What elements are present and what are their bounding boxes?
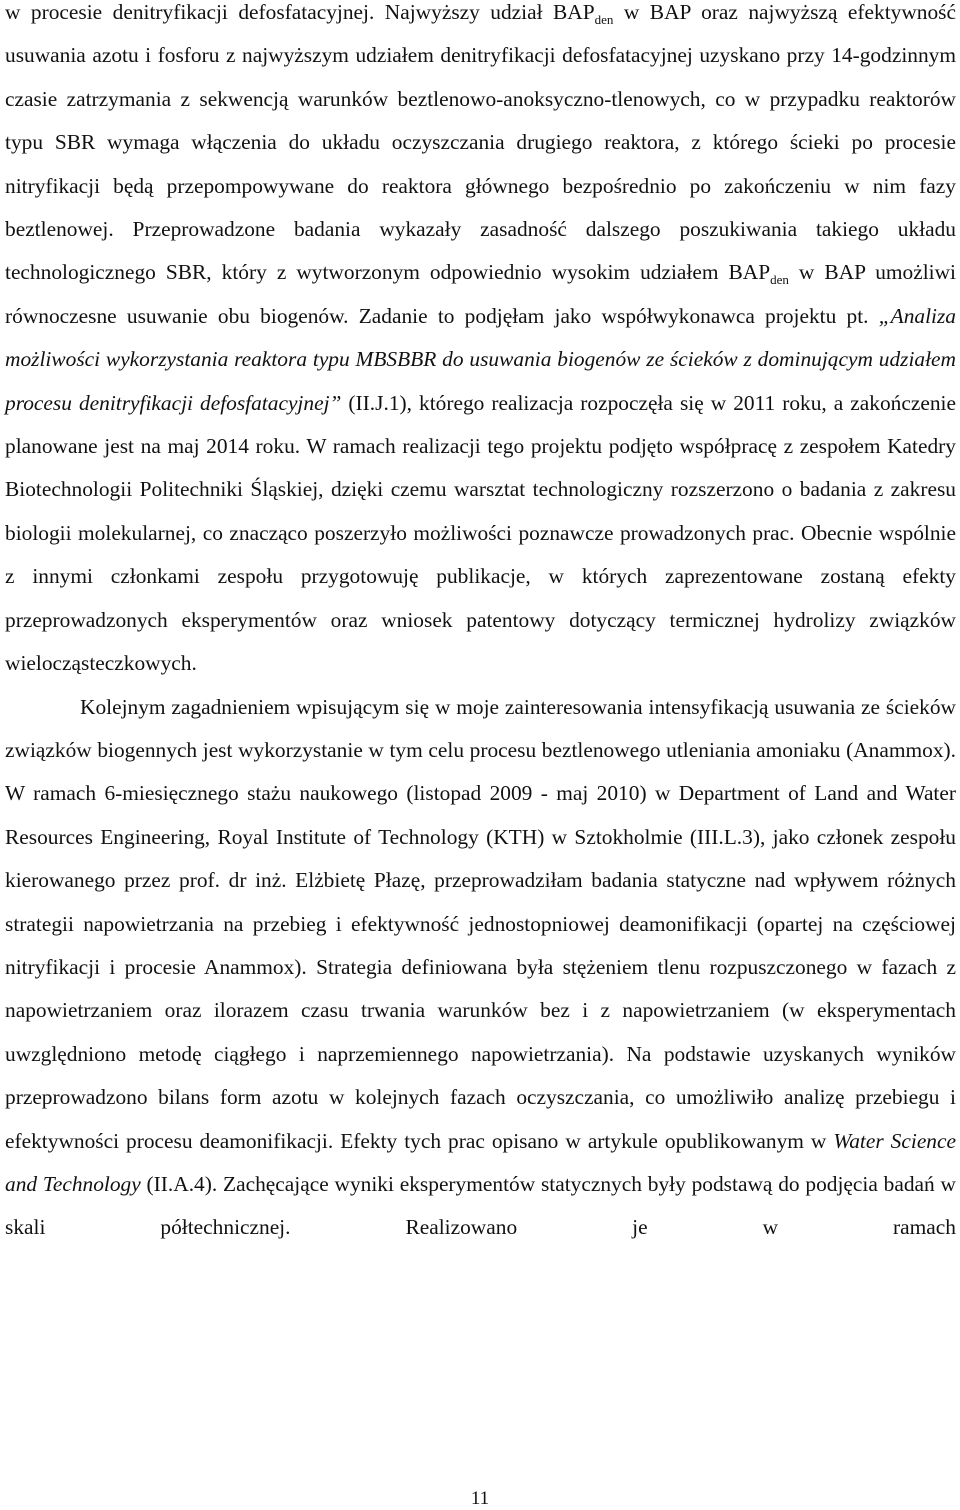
paragraph — [5, 686, 956, 1250]
paragraph-text: (II.A.4). Zachęcające wyniki eksperymentów statycznych były podstawą do podjęcia badań w skali półtechnicznej. Realizowano je w ramach — [5, 1171, 956, 1240]
document-page — [5, 0, 956, 1250]
paragraph-text: w BAP umożliwi równoczesne usuwanie obu biogenów. Zadanie to podjęłam jako współwykonawca projektu pt. — [5, 260, 956, 328]
subscript-den: den — [594, 12, 614, 27]
paragraph-text: (II.J.1), którego realizacja rozpoczęła się w 2011 roku, a zakończenie planowane jest na maj 2014 roku. W ramach realizacji tego projektu podjęto współpracę z zespołem Katedry Biotechnologii Politechniki Śląskiej, dzięki czemu warsztat technologiczny rozszerzono o badania z zakresu biologii molekularnej, co znacząco poszerzyło możliwości poznawcze prowadzonych prac. Obecnie wspólnie z innymi członkami zespołu przygotowuję publikacje, w których zaprezentowane zostaną efekty przeprowadzonych eksperymentów oraz wniosek patentowy dotyczący termicznej hydrolizy związków wielocząsteczkowych. — [5, 390, 956, 676]
paragraph-text: w procesie denitryfikacji defosfatacyjnej. Najwyższy udział BAP — [5, 0, 595, 24]
paragraph-text: Kolejnym zagadnieniem wpisującym się w moje zainteresowania intensyfikacją usuwania ze ścieków związków biogennych jest wykorzystanie w tym celu procesu beztlenowego utleniania amoniaku (Anammox). W ramach 6-miesięcznego stażu naukowego (listopad 2009 - maj 2010) w Department of Land and Water Resources Engineering, Royal Institute of Technology (KTH) w Sztokholmie (III.L.3), jako członek zespołu kierowanego przez prof. dr inż. Elżbietę Płazę, przeprowadziłam badania statyczne nad wpływem różnych strategii napowietrzania na przebieg i efektywność jednostopniowej deamonifikacji (opartej na częściowej nitryfikacji i procesie Anammox). Strategia definiowana była stężeniem tlenu rozpuszczonego w fazach z napowietrzaniem oraz ilorazem czasu trwania warunków bez i z napowietrzaniem (w eksperymentach uwzględniono metodę ciągłego i naprzemiennego napowietrzania). Na podstawie uzyskanych wyników przeprowadzono bilans form azotu w kolejnych fazach oczyszczania, co umożliwiło analizę przebiegu i efektywności procesu deamonifikacji. Efekty tych prac opisano w artykule opublikowanym w — [5, 694, 956, 1153]
page-number: 11 — [470, 1488, 490, 1509]
subscript-den: den — [770, 272, 789, 288]
journal-title-italic: Water Science and Technology — [5, 1128, 956, 1196]
project-title-italic: „Analiza możliwości wykorzystania reaktora typu MBSBBR do usuwania biogenów ze ścieków z dominującym udziałem procesu denitryfikacji defosfatacyjnej” — [5, 303, 956, 415]
paragraph-text: w BAP oraz najwyższą efektywność usuwania azotu i fosforu z najwyższym udziałem denitryfikacji defosfatacyjnej uzyskano przy 14-godzinnym czasie zatrzymania z sekwencją warunków beztlenowo-anoksyczno-tlenowych, co w przypadku reaktorów typu SBR wymaga włączenia do układu oczyszczania drugiego reaktora, z którego ścieki po procesie nitryfikacji będą przepompowywane do reaktora głównego bezpośrednio po zakończeniu w nim fazy beztlenowej. Przeprowadzone badania wykazały zasadność dalszego poszukiwania takiego układu technologicznego SBR, który z wytworzonym odpowiednio wysokim udziałem BAP — [5, 0, 956, 285]
paragraph — [5, 0, 956, 686]
